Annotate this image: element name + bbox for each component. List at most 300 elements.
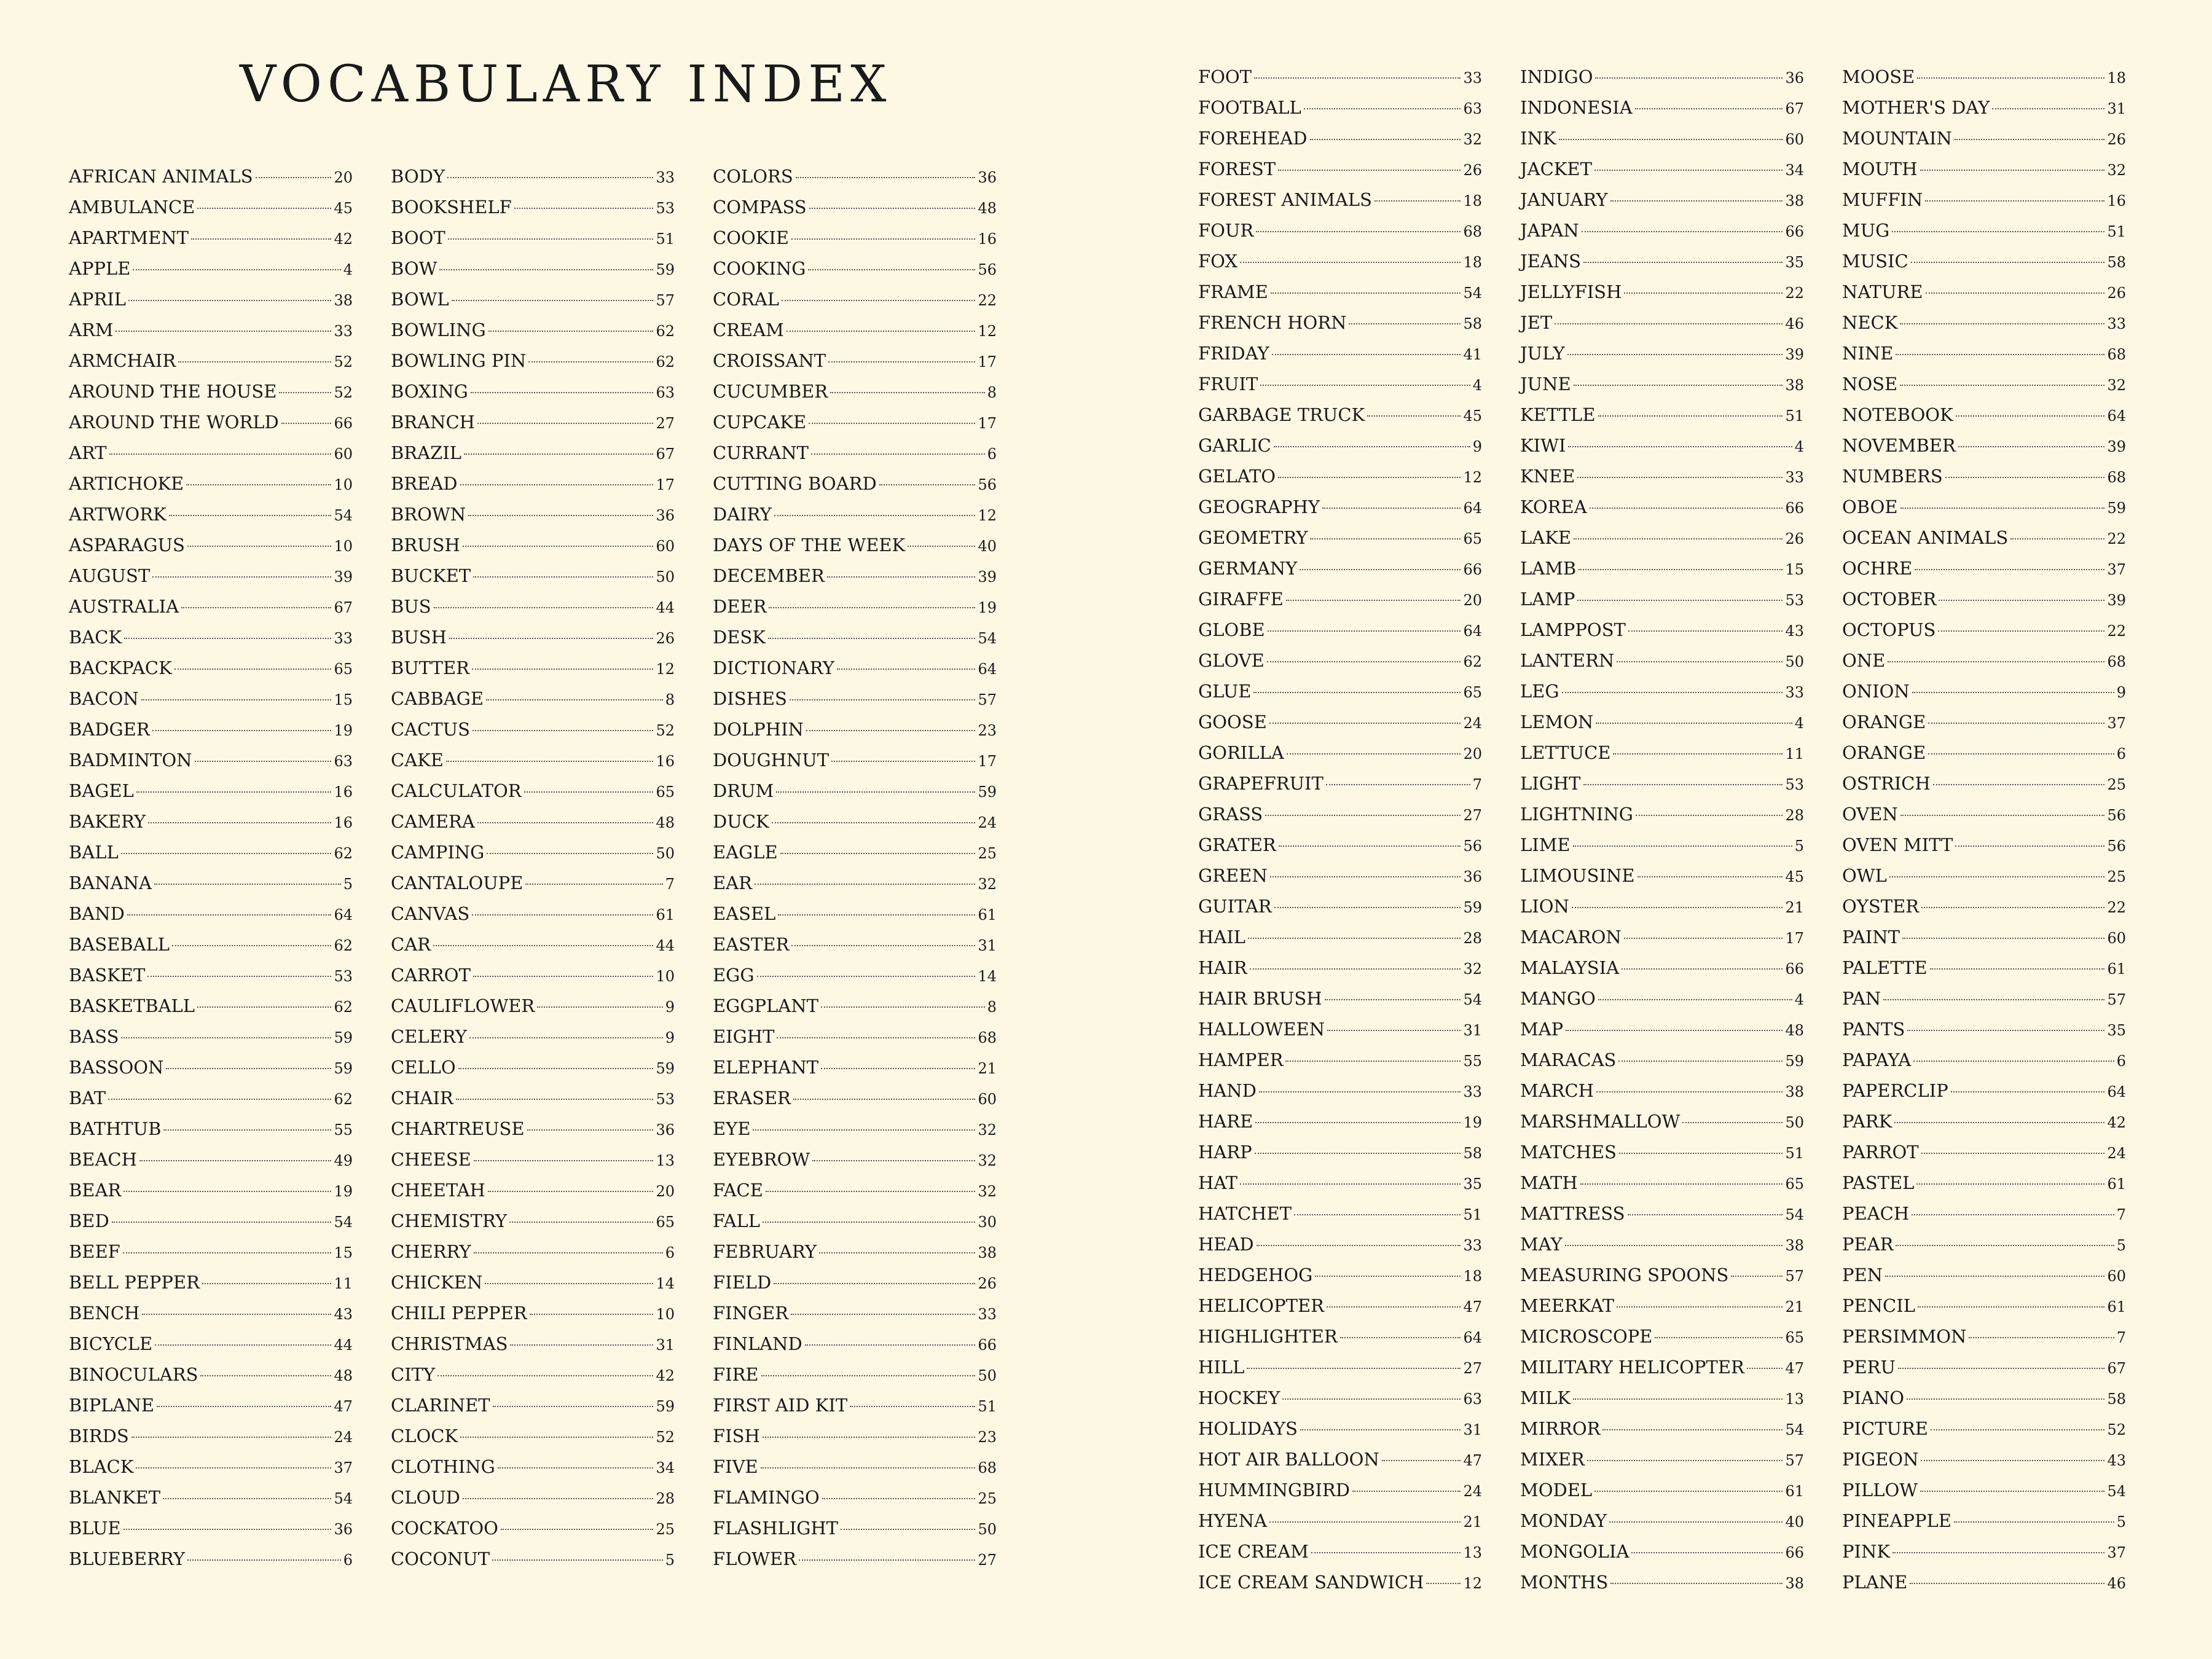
entry-term: FRENCH HORN <box>1198 312 1347 333</box>
dot-leader <box>109 453 332 455</box>
entry-page-number: 54 <box>1785 1206 1804 1223</box>
index-entry <box>1520 369 1804 399</box>
entry-term: DISHES <box>713 688 787 709</box>
index-entry <box>713 376 997 407</box>
entry-term: HAND <box>1198 1080 1257 1101</box>
index-entry <box>1198 1290 1482 1321</box>
dot-leader <box>187 1559 341 1561</box>
entry-page-number: 53 <box>656 1091 675 1108</box>
index-entry <box>1842 676 2126 707</box>
entry-term: GREEN <box>1198 865 1268 886</box>
index-entry <box>1520 799 1804 830</box>
entry-page-number: 54 <box>334 1214 353 1231</box>
index-entry <box>713 1113 997 1144</box>
entry-term: MACARON <box>1520 927 1622 947</box>
index-column-5 <box>1520 61 1804 1598</box>
dot-leader <box>1900 815 2105 816</box>
entry-term: BOXING <box>391 381 468 402</box>
entry-page-number: 62 <box>334 845 353 862</box>
dot-leader <box>487 853 653 854</box>
entry-page-number: 56 <box>978 261 997 278</box>
index-entry <box>1198 399 1482 430</box>
entry-term: PAPAYA <box>1842 1049 1912 1070</box>
index-entry <box>391 653 675 683</box>
index-entry <box>1198 215 1482 246</box>
entry-page-number: 22 <box>2107 899 2126 916</box>
entry-term: FLASHLIGHT <box>713 1518 838 1539</box>
dot-leader <box>812 1160 975 1161</box>
entry-page-number: 5 <box>1794 837 1804 855</box>
index-entry <box>1520 1075 1804 1106</box>
entry-page-number: 35 <box>1785 254 1804 271</box>
entry-page-number: 66 <box>978 1336 997 1354</box>
entry-term: FIRST AID KIT <box>713 1395 848 1416</box>
index-entry <box>69 499 353 530</box>
entry-term: CACTUS <box>391 719 470 740</box>
entry-term: PERSIMMON <box>1842 1326 1967 1347</box>
entry-term: MILK <box>1520 1387 1571 1408</box>
entry-term: MARSHMALLOW <box>1520 1111 1681 1132</box>
entry-term: BASKET <box>69 965 146 986</box>
dot-leader <box>777 1037 975 1038</box>
entry-term: DAIRY <box>713 504 772 525</box>
index-entry <box>1520 276 1804 307</box>
dot-leader <box>1955 845 2104 847</box>
entry-page-number: 33 <box>2107 315 2126 332</box>
entry-page-number: 65 <box>656 1214 675 1231</box>
entry-term: JACKET <box>1520 159 1592 179</box>
dot-leader <box>763 1222 975 1223</box>
index-entry <box>1842 737 2126 768</box>
entry-page-number: 35 <box>1463 1175 1482 1193</box>
index-entry <box>713 745 997 775</box>
entry-term: FRUIT <box>1198 374 1258 394</box>
index-entry <box>713 499 997 530</box>
entry-page-number: 60 <box>2107 1268 2126 1285</box>
entry-page-number: 66 <box>1785 500 1804 517</box>
entry-page-number: 27 <box>656 415 675 432</box>
index-entry <box>1198 1167 1482 1198</box>
entry-page-number: 31 <box>656 1336 675 1354</box>
entry-term: HALLOWEEN <box>1198 1019 1325 1040</box>
entry-term: GLUE <box>1198 681 1252 702</box>
dot-leader <box>1270 876 1461 877</box>
index-entry <box>391 1113 675 1144</box>
entry-page-number: 52 <box>656 1429 675 1446</box>
dot-leader <box>1272 354 1461 355</box>
entry-page-number: 38 <box>1785 1237 1804 1254</box>
entry-term: HELICOPTER <box>1198 1295 1324 1316</box>
index-entry <box>391 560 675 591</box>
dot-leader <box>822 1498 976 1499</box>
index-entry <box>713 284 997 315</box>
entry-page-number: 8 <box>987 998 997 1016</box>
entry-page-number: 44 <box>334 1336 353 1354</box>
entry-page-number: 44 <box>656 599 675 616</box>
dot-leader <box>279 392 331 393</box>
index-entry <box>1842 830 2126 860</box>
dot-leader <box>448 238 654 240</box>
index-entry <box>1842 1260 2126 1290</box>
index-entry <box>391 530 675 560</box>
entry-term: INDONESIA <box>1520 97 1633 118</box>
entry-page-number: 53 <box>334 968 353 985</box>
dot-leader <box>828 361 975 363</box>
entry-page-number: 34 <box>1785 162 1804 179</box>
dot-leader <box>774 1283 975 1284</box>
entry-term: COOKIE <box>713 227 790 248</box>
entry-term: BIPLANE <box>69 1395 155 1416</box>
dot-leader <box>806 730 976 731</box>
entry-term: LAKE <box>1520 527 1572 548</box>
entry-page-number: 51 <box>2107 223 2126 240</box>
entry-page-number: 31 <box>1463 1022 1482 1039</box>
entry-page-number: 26 <box>1463 162 1482 179</box>
index-entry <box>1842 1045 2126 1075</box>
entry-term: CHICKEN <box>391 1272 483 1293</box>
entry-page-number: 28 <box>1785 807 1804 824</box>
dot-leader <box>1340 1337 1461 1338</box>
entry-page-number: 66 <box>1463 561 1482 578</box>
index-entry <box>1842 61 2126 92</box>
entry-page-number: 23 <box>978 1429 997 1446</box>
index-entry <box>1198 1045 1482 1075</box>
dot-leader <box>464 453 654 455</box>
index-entry <box>1520 1382 1804 1413</box>
index-entry <box>1520 1229 1804 1260</box>
entry-page-number: 24 <box>1463 715 1482 732</box>
entry-page-number: 9 <box>665 998 675 1016</box>
dot-leader <box>1426 1583 1461 1584</box>
entry-term: GRATER <box>1198 834 1276 855</box>
dot-leader <box>1637 876 1783 877</box>
index-entry <box>391 622 675 653</box>
entry-page-number: 56 <box>2107 807 2126 824</box>
index-entry <box>1198 830 1482 860</box>
dot-leader <box>1271 292 1461 294</box>
entry-page-number: 9 <box>2116 684 2126 701</box>
dot-leader <box>1577 600 1783 601</box>
entry-page-number: 6 <box>665 1244 675 1261</box>
dot-leader <box>141 699 332 700</box>
entry-page-number: 36 <box>334 1521 353 1538</box>
index-entry <box>1842 184 2126 215</box>
index-entry <box>391 1390 675 1421</box>
entry-page-number: 5 <box>665 1551 675 1569</box>
entry-page-number: 48 <box>978 200 997 217</box>
dot-leader <box>1325 999 1461 1000</box>
entry-page-number: 8 <box>665 691 675 708</box>
entry-page-number: 54 <box>334 1490 353 1507</box>
index-entry <box>1842 1382 2126 1413</box>
entry-term: BOWL <box>391 289 449 310</box>
dot-leader <box>1304 108 1461 109</box>
index-entry <box>1842 768 2126 799</box>
entry-term: MUSIC <box>1842 251 1908 272</box>
entry-page-number: 66 <box>1785 223 1804 240</box>
entry-term: CAR <box>391 934 431 955</box>
dot-leader <box>1352 1491 1461 1492</box>
entry-term: BUCKET <box>391 565 471 586</box>
dot-leader <box>1617 1306 1783 1308</box>
index-entry <box>1198 1382 1482 1413</box>
entry-page-number: 21 <box>1785 899 1804 916</box>
entry-term: CUTTING BOARD <box>713 473 877 494</box>
entry-term: LAMP <box>1520 589 1575 610</box>
index-entry <box>69 345 353 376</box>
dot-leader <box>123 1252 332 1253</box>
entry-page-number: 38 <box>334 292 353 309</box>
entry-term: BLACK <box>69 1456 134 1477</box>
entry-term: BALL <box>69 842 119 863</box>
entry-page-number: 67 <box>656 445 675 463</box>
entry-term: HARP <box>1198 1142 1252 1163</box>
dot-leader <box>1992 108 2104 109</box>
entry-page-number: 64 <box>1463 622 1482 640</box>
index-entry <box>713 1543 997 1574</box>
entry-page-number: 57 <box>1785 1452 1804 1469</box>
entry-term: BATHTUB <box>69 1118 162 1139</box>
entry-term: ERASER <box>713 1088 791 1108</box>
dot-leader <box>1636 815 1783 816</box>
entry-page-number: 67 <box>1785 100 1804 117</box>
entry-term: COMPASS <box>713 197 807 218</box>
index-entry <box>713 192 997 222</box>
index-entry <box>69 284 353 315</box>
index-entry <box>69 1513 353 1543</box>
dot-leader <box>493 1406 654 1407</box>
index-entry <box>1520 1260 1804 1290</box>
entry-page-number: 58 <box>2107 1390 2126 1408</box>
entry-term: PICTURE <box>1842 1418 1928 1439</box>
dot-leader <box>1889 876 2105 877</box>
dot-leader <box>1278 170 1461 171</box>
entry-page-number: 63 <box>656 384 675 401</box>
entry-term: BROWN <box>391 504 466 525</box>
dot-leader <box>166 1068 331 1069</box>
entry-page-number: 51 <box>1463 1206 1482 1223</box>
dot-leader <box>112 1222 332 1223</box>
entry-page-number: 26 <box>656 630 675 647</box>
index-entry <box>69 315 353 345</box>
dot-leader <box>163 1129 331 1131</box>
index-entry <box>391 161 675 192</box>
entry-page-number: 49 <box>334 1152 353 1169</box>
entry-term: DICTIONARY <box>713 657 834 678</box>
index-entry <box>1842 799 2126 830</box>
entry-page-number: 31 <box>2107 100 2126 117</box>
entry-term: MEASURING SPOONS <box>1520 1265 1729 1285</box>
index-entry <box>1842 614 2126 645</box>
index-entry <box>1842 1352 2126 1382</box>
entry-term: FLOWER <box>713 1548 796 1569</box>
dot-leader <box>524 791 654 793</box>
entry-page-number: 53 <box>1785 776 1804 793</box>
entry-term: GELATO <box>1198 466 1276 487</box>
index-entry <box>391 499 675 530</box>
dot-leader <box>1896 1245 2114 1246</box>
entry-page-number: 16 <box>656 753 675 770</box>
entry-term: EAR <box>713 873 752 893</box>
dot-leader <box>463 546 654 547</box>
entry-term: GLOBE <box>1198 619 1265 640</box>
index-entry <box>69 222 353 253</box>
entry-term: AUGUST <box>69 565 151 586</box>
index-entry <box>1520 1137 1804 1167</box>
entry-page-number: 59 <box>978 783 997 801</box>
dot-leader <box>1594 170 1783 171</box>
entry-term: COCKATOO <box>391 1518 498 1539</box>
entry-page-number: 33 <box>334 630 353 647</box>
entry-page-number: 38 <box>1785 192 1804 210</box>
entry-term: GRASS <box>1198 804 1263 825</box>
index-entry <box>1842 1567 2126 1598</box>
entry-page-number: 10 <box>656 1306 675 1323</box>
dot-leader <box>1911 262 2105 263</box>
index-entry <box>1842 1505 2126 1536</box>
index-entry <box>713 683 997 714</box>
index-entry <box>1198 1505 1482 1536</box>
entry-term: PIANO <box>1842 1387 1905 1408</box>
index-entry <box>391 345 675 376</box>
entry-page-number: 16 <box>334 783 353 801</box>
entry-term: INK <box>1520 128 1556 149</box>
entry-page-number: 36 <box>1463 868 1482 885</box>
entry-page-number: 62 <box>334 998 353 1016</box>
index-entry <box>1520 1198 1804 1229</box>
entry-term: FOOT <box>1198 66 1252 87</box>
entry-term: MOUNTAIN <box>1842 128 1952 149</box>
dot-leader <box>1286 600 1461 601</box>
index-entry <box>1520 399 1804 430</box>
entry-term: CAMPING <box>391 842 485 863</box>
entry-page-number: 62 <box>334 1091 353 1108</box>
entry-page-number: 43 <box>2107 1452 2126 1469</box>
entry-term: LAMB <box>1520 558 1577 579</box>
dot-leader <box>1253 692 1461 693</box>
entry-page-number: 25 <box>978 845 997 862</box>
index-entry <box>1520 614 1804 645</box>
entry-term: MONTHS <box>1520 1572 1609 1593</box>
entry-term: JANUARY <box>1520 189 1608 210</box>
entry-page-number: 21 <box>978 1060 997 1077</box>
entry-page-number: 65 <box>1785 1175 1804 1193</box>
entry-term: GOOSE <box>1198 712 1267 732</box>
entry-term: HAMPER <box>1198 1049 1284 1070</box>
entry-term: NUMBERS <box>1842 466 1943 487</box>
entry-page-number: 5 <box>343 876 353 893</box>
index-entry <box>1198 461 1482 492</box>
index-entry <box>1520 307 1804 338</box>
dot-leader <box>1248 938 1461 939</box>
entry-term: FIVE <box>713 1456 758 1477</box>
index-entry <box>1198 430 1482 461</box>
index-entry <box>713 960 997 990</box>
index-entry <box>1520 1167 1804 1198</box>
index-entry <box>713 775 997 806</box>
entry-page-number: 64 <box>334 906 353 924</box>
entry-page-number: 59 <box>656 1060 675 1077</box>
entry-page-number: 24 <box>978 814 997 831</box>
index-entry <box>1198 1260 1482 1290</box>
entry-term: ELEPHANT <box>713 1057 819 1078</box>
entry-term: PIGEON <box>1842 1449 1919 1470</box>
entry-page-number: 19 <box>1463 1114 1482 1131</box>
index-entry <box>69 437 353 468</box>
index-entry <box>1842 461 2126 492</box>
entry-page-number: 9 <box>665 1029 675 1046</box>
dot-leader <box>163 1498 331 1499</box>
entry-term: EASEL <box>713 903 776 924</box>
entry-term: MARCH <box>1520 1080 1594 1101</box>
index-entry <box>69 1052 353 1083</box>
entry-term: NECK <box>1842 312 1898 333</box>
entry-page-number: 38 <box>978 1244 997 1261</box>
dot-leader <box>841 1529 975 1530</box>
entry-term: BAND <box>69 903 125 924</box>
dot-leader <box>131 1437 332 1438</box>
entry-page-number: 17 <box>978 753 997 770</box>
entry-page-number: 51 <box>1785 1145 1804 1162</box>
dot-leader <box>1930 968 2105 970</box>
entry-term: MAP <box>1520 1019 1564 1040</box>
dot-leader <box>755 884 976 885</box>
index-entry <box>1842 276 2126 307</box>
dot-leader <box>809 208 976 209</box>
index-entry <box>69 253 353 284</box>
entry-page-number: 15 <box>1785 561 1804 578</box>
entry-term: KOREA <box>1520 496 1587 517</box>
index-entry <box>1842 399 2126 430</box>
dot-leader <box>1274 446 1470 447</box>
dot-leader <box>1300 569 1461 570</box>
index-entry <box>713 1421 997 1451</box>
entry-term: NINE <box>1842 343 1894 364</box>
entry-term: KIWI <box>1520 435 1566 456</box>
entry-term: GARBAGE TRUCK <box>1198 404 1365 425</box>
index-entry <box>713 1267 997 1298</box>
dot-leader <box>485 1283 653 1284</box>
index-entry <box>713 1021 997 1052</box>
index-entry <box>1842 338 2126 369</box>
dot-leader <box>1912 1214 2114 1215</box>
entry-term: PANTS <box>1842 1019 1905 1040</box>
entry-term: ARTICHOKE <box>69 473 184 494</box>
dot-leader <box>879 484 976 485</box>
entry-page-number: 52 <box>656 722 675 739</box>
entry-page-number: 36 <box>656 1121 675 1139</box>
index-entry <box>1198 1321 1482 1352</box>
index-entry <box>1198 492 1482 522</box>
index-entry <box>713 1052 997 1083</box>
index-entry <box>391 1021 675 1052</box>
entry-page-number: 31 <box>1463 1421 1482 1438</box>
dot-leader <box>1574 538 1783 539</box>
entry-term: PINK <box>1842 1541 1891 1562</box>
index-entry <box>1842 522 2126 553</box>
entry-term: BOWLING <box>391 320 486 340</box>
entry-term: HILL <box>1198 1357 1245 1378</box>
entry-term: KETTLE <box>1520 404 1596 425</box>
index-entry <box>391 222 675 253</box>
index-entry <box>1198 983 1482 1014</box>
entry-page-number: 26 <box>1785 530 1804 547</box>
dot-leader <box>1655 1337 1783 1338</box>
index-entry <box>69 929 353 960</box>
index-entry <box>1198 676 1482 707</box>
dot-leader <box>753 1129 975 1131</box>
index-entry <box>1520 492 1804 522</box>
